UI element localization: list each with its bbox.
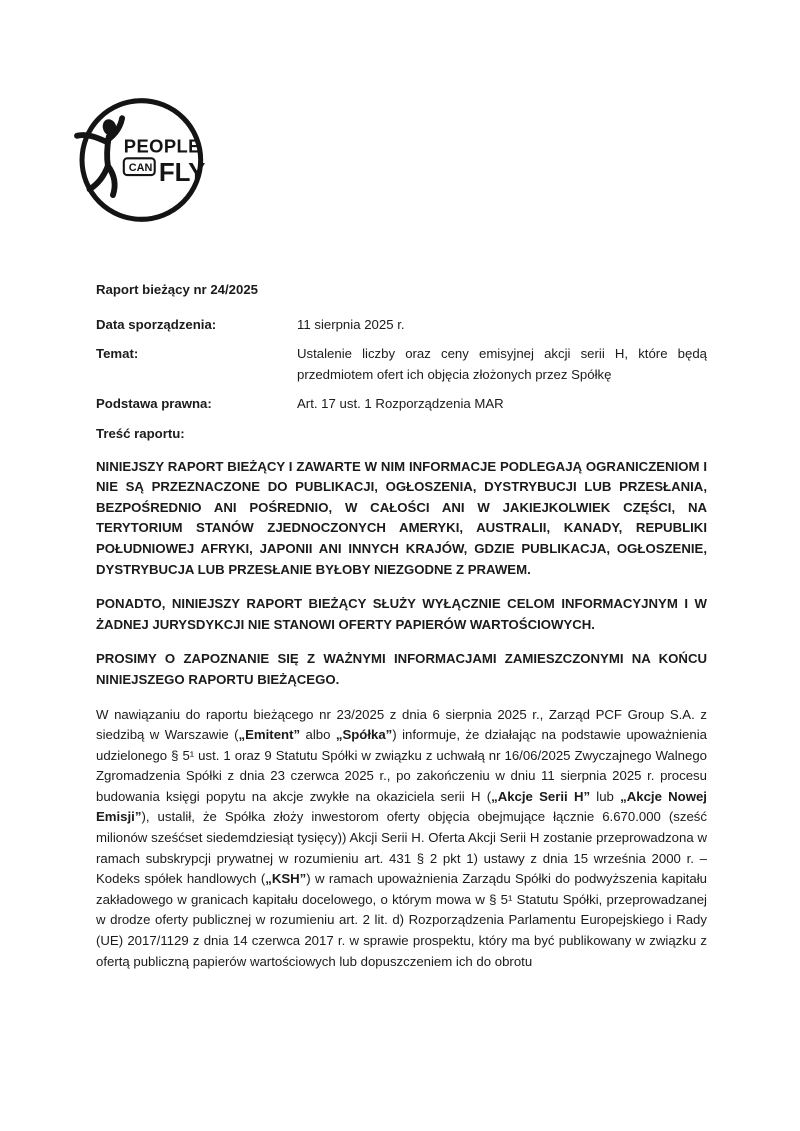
field-label-subject: Temat: <box>96 346 139 362</box>
text-run: ) informuje, że działając na podstawie upoważnienia udzielonego § 5¹ ust. 1 oraz 9 Statutu Spółki w związku z uchwałą nr 16/06/2025 Zwyczajnego Walnego Zgromadzenia Spółki z dnia 23 czerwca 2025 r., po zakończeniu w dniu 11 sierpnia 2025 r. procesu budowania księgi popytu na akcje zwykłe na okaziciela serii H ( <box>96 727 707 804</box>
text-run: lub <box>590 788 621 804</box>
field-row-legal-basis <box>96 394 707 415</box>
company-logo <box>60 94 216 226</box>
report-body-label: Treść raportu: <box>96 425 185 441</box>
disclaimer-paragraph-1: NINIEJSZY RAPORT BIEŻĄCY I ZAWARTE W NIM INFORMACJE PODLEGAJĄ OGRANICZENIOM I NIE SĄ PRZEZNACZONE DO PUBLIKACJI, OGŁOSZENIA, DYSTRYBUCJI LUB PRZESŁANIA, BEZPOŚREDNIO ANI POŚREDNIO, W CAŁOŚCI ANI W JAKIEJKOLWIEK CZĘŚCI, NA TERYTORIUM STANÓW ZJEDNOCZONYCH AMERYKI, AUSTRALII, KANADY, REPUBLIKI POŁUDNIOWEJ AFRYKI, JAPONII ANI INNYCH KRAJÓW, GDZIE PUBLIKACJA, OGŁOSZENIE, DYSTRYBUCJA LUB PRZESŁANIE BYŁOBY NIEZGODNE Z PRAWEM. <box>96 458 707 577</box>
logo-text-can: CAN <box>128 161 153 174</box>
text-run-bold: „Spółka” <box>335 727 393 743</box>
field-label-date: Data sporządzenia: <box>96 316 217 332</box>
main-paragraph <box>96 705 707 973</box>
field-row-date <box>96 315 707 336</box>
report-content <box>96 280 707 972</box>
text-run: ), ustalił, że Spółka złoży inwestorom oferty objęcia obejmujące łącznie 6.670.000 (sześć milionów sześćset siedemdziesiąt tysięcy)) Akcji Serii H. Oferta Akcji Serii H zostanie przeprowadzona w ramach subskrypcji prywatnej w rozumieniu art. 431 § 2 pkt 1) ustawy z dnia 15 września 2000 r. – Kodeks spółek handlowych ( <box>96 809 707 887</box>
text-run-bold: „Emitent” <box>238 727 301 743</box>
field-label-legal-basis: Podstawa prawna: <box>96 396 212 412</box>
field-row-subject <box>96 344 707 385</box>
report-title: Raport bieżący nr 24/2025 <box>96 282 258 297</box>
field-value-legal-basis: Art. 17 ust. 1 Rozporządzenia MAR <box>297 396 504 412</box>
disclaimer-paragraph-2: PONADTO, NINIEJSZY RAPORT BIEŻĄCY SŁUŻY WYŁĄCZNIE CELOM INFORMACYJNYM I W ŻADNEJ JURYSDYKCJI NIE STANOWI OFERTY PAPIERÓW WARTOŚCIOWYCH. <box>96 596 707 632</box>
field-value-date: 11 sierpnia 2025 r. <box>297 316 405 332</box>
text-run-bold: „Akcje Serii H” <box>491 788 591 804</box>
people-can-fly-logo <box>60 94 216 226</box>
text-run: W nawiązaniu do raportu bieżącego nr 23/2025 z dnia 6 sierpnia 2025 r., Zarząd PCF Group S.A. z siedzibą w Warszawie ( <box>96 706 707 743</box>
field-value-subject: Ustalenie liczby oraz ceny emisyjnej akcji serii H, które będą przedmiotem ofert ich objęcia złożonych przez Spółkę <box>297 346 707 382</box>
text-run-bold: „KSH” <box>265 871 307 887</box>
text-run-bold: „Akcje Nowej Emisji” <box>96 788 707 825</box>
logo-text-fly: FLY <box>158 158 206 187</box>
logo-text-people: PEOPLE <box>123 135 201 157</box>
disclaimer-paragraph-3: PROSIMY O ZAPOZNANIE SIĘ Z WAŻNYMI INFORMACJAMI ZAMIESZCZONYMI NA KOŃCU NINIEJSZEGO RAPORTU BIEŻĄCEGO. <box>96 651 707 687</box>
text-run: albo <box>300 727 336 743</box>
text-run: ) w ramach upoważnienia Zarządu Spółki do podwyższenia kapitału zakładowego w granicach kapitału docelowego, o którym mowa w § 5¹ Statutu Spółki, przeprowadzanej w drodze oferty publicznej w rozumieniu art. 2 lit. d) Rozporządzenia Parlamentu Europejskiego i Rady (UE) 2017/1129 z dnia 14 czerwca 2017 r. w sprawie prospektu, który ma być publikowany w związku z ofertą publiczną papierów wartościowych lub dopuszczeniem ich do obrotu <box>96 871 707 969</box>
